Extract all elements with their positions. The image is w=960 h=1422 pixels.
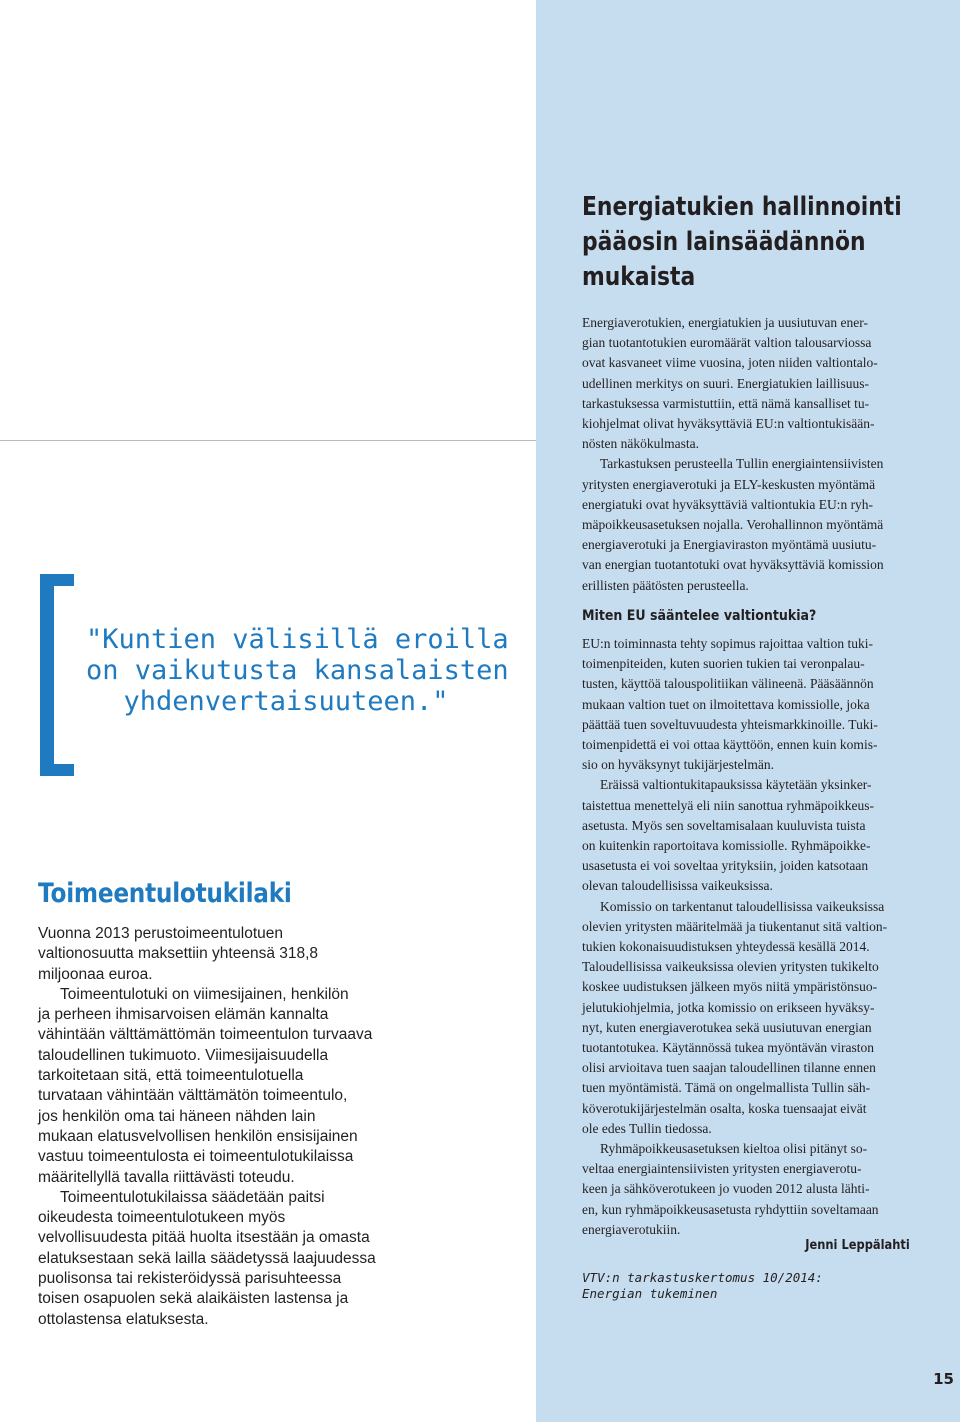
right-line: tuen myöntämistä. Tämä on ongelmallista Tullin säh-	[582, 1080, 871, 1096]
title-line: pääosin lainsäädännön	[582, 227, 866, 257]
article-title	[582, 190, 902, 295]
right-line: koskee uudistuksen jälkeen myös niitä ympäristönsuo-	[582, 979, 878, 995]
left-line: toisen osapuolen sekä alaikäisten lastensa ja	[38, 1290, 349, 1308]
right-line: erillisten päätösten perusteella.	[582, 577, 749, 593]
right-line: toimenpidettä ei voi ottaa käyttöön, ennen kuin komis-	[582, 737, 878, 753]
left-line: oikeudesta toimeentulotukeen myös	[38, 1209, 286, 1227]
right-line: Taloudellisissa vaikeuksissa olevien yritysten tukikelto	[582, 959, 879, 975]
author-name: Jenni Leppälahti	[805, 1238, 910, 1253]
right-line: jelutukiohjelmia, jotka komissio on erikseen hyväksy-	[582, 999, 875, 1015]
left-heading: Toimeentulotukilaki	[38, 878, 292, 909]
left-line: vastuu toimeentulosta ei toimeentulotukilaissa	[38, 1148, 354, 1166]
left-line: ottolastensa elatuksesta.	[38, 1310, 209, 1328]
pull-quote-line: "Kuntien välisillä eroilla	[86, 624, 509, 655]
title-line: mukaista	[582, 262, 696, 292]
right-line: kiohjelmat olivat hyväksyttäviä EU:n valtiontukisään-	[582, 416, 875, 432]
right-line: energiatuki ovat hyväksyttäviä valtiontukia EU:n ryh-	[582, 496, 874, 512]
right-line: Ryhmäpoikkeusasetuksen kieltoa olisi pitänyt so-	[600, 1141, 868, 1157]
right-line: mäpoikkeusasetuksen nojalla. Verohallinnon myöntämä	[582, 517, 884, 533]
right-line: päättää tuen soveltuvuudesta yhteismarkkinoille. Tuki-	[582, 716, 878, 732]
right-line: nösten näkökulmasta.	[582, 436, 699, 452]
right-line: olisi arvioitava tuen saajan taloudellinen tilanne ennen	[582, 1060, 876, 1076]
pull-quote-line: on vaikutusta kansalaisten	[86, 655, 509, 686]
right-line: tarkastuksessa varmistuttiin, että nämä kansalliset tu-	[582, 395, 870, 411]
right-line: Komissio on tarkentanut taloudellisissa vaikeuksissa	[600, 898, 885, 914]
right-line: keen ja sähköverotukeen jo vuoden 2012 alusta lähti-	[582, 1181, 870, 1197]
left-line: määritellyllä tavalla riittävästi toteudu.	[38, 1168, 295, 1186]
right-line: van energian tuotantotuki ovat hyväksyttäviä komission	[582, 557, 884, 573]
right-body-text-1	[582, 313, 912, 596]
pull-quote	[86, 624, 509, 717]
section-subheading: Miten EU sääntelee valtiontukia?	[582, 608, 817, 624]
right-line: EU:n toiminnasta tehty sopimus rajoittaa valtion tuki-	[582, 636, 873, 651]
right-line: ole edes Tullin tiedossa.	[582, 1120, 712, 1136]
right-line: olevan taloudellisissa vaikeuksissa.	[582, 878, 773, 894]
right-line: Tarkastuksen perusteella Tullin energiaintensiivisten	[600, 456, 884, 472]
quote-bracket-icon	[40, 574, 74, 776]
source-reference	[582, 1270, 823, 1302]
left-line: mukaan elatusvelvollisen henkilön ensisijainen	[38, 1127, 358, 1145]
left-line: velvollisuudesta pitää huolta itsestään ja omasta	[38, 1229, 370, 1247]
source-line: Energian tukeminen	[582, 1286, 718, 1301]
right-line: energiaverotukiin.	[582, 1221, 681, 1237]
page-number: 15	[933, 1370, 954, 1388]
left-line: ja perheen ihmisarvoisen elämän kannalta	[38, 1006, 329, 1024]
left-line: jos henkilön oma tai häneen nähden lain	[38, 1107, 316, 1125]
right-line: en, kun ryhmäpoikkeusasetusta ryhdyttiin soveltamaan	[582, 1201, 879, 1217]
left-line: tarkoitetaan sitä, että toimeentulotuella	[38, 1067, 304, 1085]
right-line: veltaa energiaintensiivisten yritysten energiaverotu-	[582, 1161, 862, 1177]
left-body-text	[38, 924, 458, 1330]
left-line: Toimeentulotukilaissa säädetään paitsi	[60, 1188, 325, 1206]
right-line: köverotukijärjestelmän osalta, koska tuensaajat eivät	[582, 1100, 867, 1116]
pull-quote-line: yhdenvertaisuuteen."	[123, 686, 449, 717]
left-line: valtionosuutta maksettiin yhteensä 318,8	[38, 945, 319, 963]
divider-rule	[0, 440, 536, 441]
left-line: vähintään välttämättömän toimeentulon turvaava	[38, 1026, 373, 1044]
right-line: asetusta. Myös sen soveltamisalaan kuuluvista tuista	[582, 817, 866, 833]
right-line: toimenpiteiden, kuten suorien tukien tai veronpalau-	[582, 656, 865, 672]
right-line: on kuitenkin raportoitava komissiolle. Ryhmäpoikke-	[582, 838, 871, 854]
right-line: mukaan valtion tuet on ilmoitettava komissiolle, joka	[582, 696, 870, 712]
right-line: Energiaverotukien, energiatukien ja uusiutuvan ener-	[582, 315, 869, 330]
right-body-text-2	[582, 634, 912, 1240]
left-line: elatuksestaan sekä lailla säädetyssä laajuudessa	[38, 1249, 376, 1267]
right-line: Eräissä valtiontukitapauksissa käytetään yksinker-	[600, 777, 872, 793]
left-line: Toimeentulotuki on viimesijainen, henkilön	[60, 985, 349, 1003]
right-line: nyt, kuten energiaverotukea sekä uusiutuvan energian	[582, 1019, 872, 1035]
right-line: tukien kokonaisuudistuksen yhteydessä kesällä 2014.	[582, 939, 870, 955]
right-line: taistettua menettelyä eli niin sanottua ryhmäpoikkeus-	[582, 797, 875, 813]
right-line: ovat kasvaneet viime vuosina, joten niiden valtiontalo-	[582, 355, 878, 371]
left-line: miljoonaa euroa.	[38, 965, 153, 983]
title-line: Energiatukien hallinnointi	[582, 192, 902, 222]
right-line: sio on hyväksynyt tukijärjestelmän.	[582, 757, 774, 773]
right-line: gian tuotantotukien euromäärät valtion talousarviossa	[582, 335, 872, 351]
right-line: tusten, käyttöä talouspolitiikan välineenä. Pääsäännön	[582, 676, 874, 692]
left-line: turvataan vähintään välttämätön toimeentulo,	[38, 1087, 348, 1105]
left-line: puolisonsa tai rekisteröidyssä parisuhteessa	[38, 1270, 342, 1288]
source-line: VTV:n tarkastuskertomus 10/2014:	[582, 1270, 823, 1285]
right-line: olevien yritysten määritelmää ja tiukentanut sitä valtion-	[582, 918, 888, 934]
right-line: tuotantotukea. Käytännössä tukea myöntävän viraston	[582, 1040, 875, 1056]
left-line: taloudellinen tukimuoto. Viimesijaisuudella	[38, 1046, 329, 1064]
right-line: usasetusta ei voi soveltaa yrityksiin, joiden katsotaan	[582, 858, 869, 874]
right-line: energiaverotuki ja Energiaviraston myöntämä uusiutu-	[582, 537, 877, 553]
left-line: Vuonna 2013 perustoimeentulotuen	[38, 925, 284, 942]
right-line: yritysten energiaverotuki ja ELY-keskusten myöntämä	[582, 476, 876, 492]
right-line: udellinen merkitys on suuri. Energiatukien laillisuus-	[582, 375, 869, 391]
